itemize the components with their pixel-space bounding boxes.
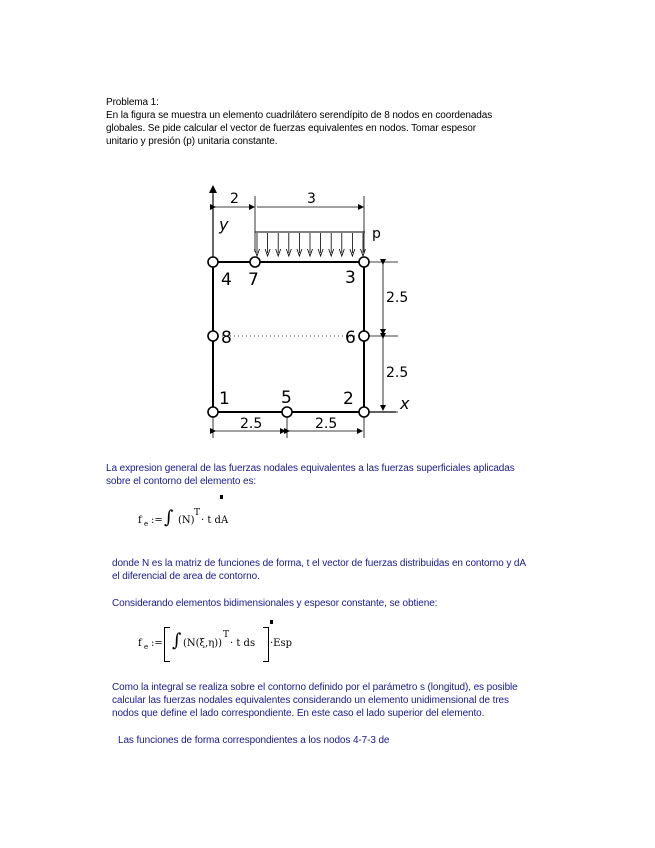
formula-2-esp: ·Esp (270, 638, 293, 649)
node-1-circle (208, 407, 218, 417)
problem-title: Problema 1: (106, 97, 159, 108)
formula-1-tail: · t dA (201, 515, 229, 526)
node-label-5: 5 (281, 388, 292, 408)
node-label-2: 2 (343, 389, 354, 409)
formula-1-integral: ∫ (164, 507, 174, 528)
node-4-circle (208, 257, 218, 267)
formula-1-assign: := (151, 515, 163, 526)
donde-line-2: el diferencial de area de contorno. (112, 571, 260, 582)
formula-2-sup: T (223, 630, 230, 640)
formula-1-sub: e (144, 520, 149, 528)
considerando-line: Considerando elementos bidimensionales y espesor constante, se obtiene: (112, 598, 438, 609)
dim-label-top-left: 2 (230, 191, 239, 207)
formula-1 (138, 505, 258, 535)
formula-2-integral: ∫ (172, 630, 182, 651)
problem-line-3: unitario y presión (p) unitaria constante. (106, 136, 278, 147)
problem-line-1: En la figura se muestra un elemento cuadrilátero serendípito de 8 nodos en coordenadas (106, 110, 493, 121)
formula-2-lhs: f (138, 638, 142, 649)
formula-2-body: (N(ξ,η)) (183, 638, 223, 649)
problem-line-2: globales. Se pide calcular el vector de fuerzas equivalentes en nodos. Tomar espesor (106, 123, 476, 134)
como-line-2: calcular las fuerzas nodales equivalentes considerando un elemento unidimensional de tres (112, 695, 509, 706)
node-3-circle (359, 257, 369, 267)
dim-label-right-upper: 2.5 (386, 290, 409, 306)
dim-label-top-right: 3 (307, 191, 316, 207)
funciones-line: Las funciones de forma correspondientes a los nodos 4-7-3 de (118, 735, 390, 746)
formula-1-body: (N) (178, 515, 195, 526)
node-8-circle (208, 331, 218, 341)
intro-line-1: La expresion general de las fuerzas nodales equivalentes a las fuerzas superficiales aplicadas (106, 463, 515, 474)
formula-2 (138, 625, 293, 665)
node-5-circle (282, 407, 292, 417)
dim-label-right-lower: 2.5 (386, 365, 409, 381)
node-label-7: 7 (248, 270, 259, 290)
donde-line-1: donde N es la matriz de funciones de forma, t el vector de fuerzas distribuidas en contorno y dA (112, 558, 526, 569)
y-axis-label: y (219, 215, 229, 234)
node-2-circle (359, 407, 369, 417)
como-line-3: nodos que define el lado correspondiente. En este caso el lado superior del elemento. (112, 708, 485, 719)
node-label-8: 8 (221, 328, 232, 348)
node-label-1: 1 (219, 389, 230, 409)
load-label: p (372, 226, 381, 242)
formula-1-marker (220, 495, 223, 499)
load-arrows (255, 233, 366, 256)
node-7-circle (250, 257, 260, 267)
formula-2-marker (270, 620, 273, 624)
x-axis-label: x (400, 394, 410, 413)
node-label-4: 4 (221, 270, 232, 290)
dim-label-bottom-right: 2.5 (315, 416, 338, 432)
formula-2-tail: · t ds (230, 638, 256, 649)
intro-line-2: sobre el contorno del elemento es: (106, 476, 257, 487)
formula-2-sub: e (144, 643, 149, 651)
node-label-6: 6 (345, 328, 356, 348)
formula-2-bracket-right (263, 627, 269, 662)
como-line-1: Como la integral se realiza sobre el contorno definido por el parámetro s (longitud), es posible (112, 682, 518, 693)
node-6-circle (359, 331, 369, 341)
formula-2-bracket-left (164, 627, 170, 662)
formula-1-sup: T (194, 508, 201, 518)
formula-1-lhs: f (138, 515, 142, 526)
formula-2-assign: := (151, 638, 163, 649)
node-label-3: 3 (345, 268, 356, 288)
dim-label-bottom-left: 2.5 (240, 416, 263, 432)
